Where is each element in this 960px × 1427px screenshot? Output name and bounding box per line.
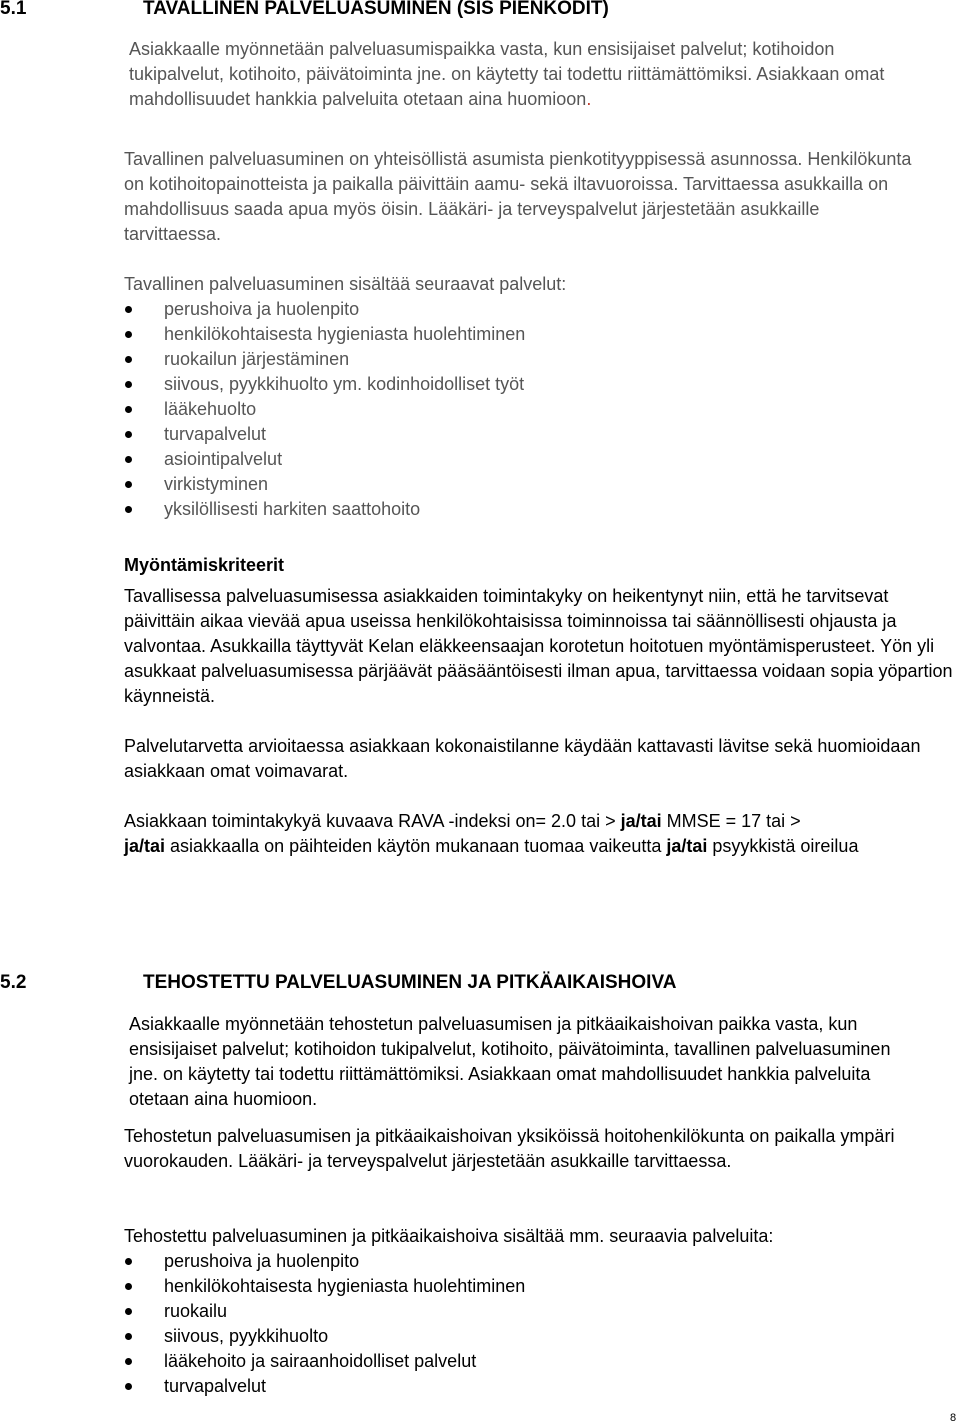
list-item: ruokailun järjestäminen	[124, 347, 525, 372]
page-number: 8	[950, 1412, 957, 1424]
list-item: perushoiva ja huolenpito	[124, 297, 525, 322]
list-item: lääkehuolto	[124, 397, 525, 422]
list-item: turvapalvelut	[124, 422, 525, 447]
section-5-2-description: Tehostetun palveluasumisen ja pitkäaikaishoivan yksiköissä hoitohenkilökunta on paikalla ympäri vuorokauden. Lääkäri- ja terveyspalvelut järjestetään asukkaille tarvittaessa.	[124, 1126, 895, 1171]
list-item: siivous, pyykkihuolto	[124, 1324, 525, 1349]
section-5-1-description: Tavallinen palveluasuminen on yhteisöllistä asumista pienkotityyppisessä asunnossa. Henkilökunta on kotihoitopainotteista ja paikalla päivittäin aamu- sekä iltavuoroissa. Tarvittaessa asukkailla on mahdollisuus saada apua myös öisin. Lääkäri- ja terveyspalvelut järjestetään asukkaille tarvittaessa.	[124, 149, 912, 244]
list-item: henkilökohtaisesta hygieniasta huolehtiminen	[124, 1274, 525, 1299]
list-item: yksilöllisesti harkiten saattohoito	[124, 497, 525, 522]
section-5-2-title: TEHOSTETTU PALVELUASUMINEN JA PITKÄAIKAISHOIVA	[143, 972, 677, 993]
list-item: perushoiva ja huolenpito	[124, 1249, 525, 1274]
list-item: virkistyminen	[124, 472, 525, 497]
criteria-paragraph-1: Tavallisessa palveluasumisessa asiakkaiden toimintakyky on heikentynyt niin, että he tarvitsevat päivittäin aikaa vievää apua useissa henkilökohtaisissa toiminnoissa tai säännöllisesti ohjausta ja valvontaa. Asukkailla täyttyvät Kelan eläkkeensaajan korotetun hoitotuen myöntämisperusteet. Yön yli asukkaat palveluasumisessa pärjäävät pääsääntöisesti ilman apua, tarvittaessa voidaan sopia yöpartion käynneistä.	[124, 586, 953, 706]
list-item: asiointipalvelut	[124, 447, 525, 472]
criteria-paragraph-3: Asiakkaan toimintakykyä kuvaava RAVA -indeksi on= 2.0 tai > ja/tai MMSE = 17 tai > ja/tai asiakkaalla on päihteiden käytön mukanaan tuomaa vaikeutta ja/tai psyykkistä oireilua	[124, 811, 859, 856]
list-item: lääkehoito ja sairaanhoidolliset palvelut	[124, 1349, 525, 1374]
section-5-2-services-intro: Tehostettu palveluasuminen ja pitkäaikaishoiva sisältää mm. seuraavia palveluita:	[124, 1226, 774, 1246]
list-item: ruokailu	[124, 1299, 525, 1324]
criteria-heading: Myöntämiskriteerit	[124, 555, 285, 575]
section-5-1-intro: Asiakkaalle myönnetään palveluasumispaikka vasta, kun ensisijaiset palvelut; kotihoidon tukipalvelut, kotihoito, päivätoiminta jne. on käytetty tai todettu riittämättömiksi. Asiakkaan omat mahdollisuudet hankkia palveluita otetaan aina huomioon.	[129, 39, 885, 109]
section-5-2-number: 5.2	[0, 972, 27, 993]
list-item: turvapalvelut	[124, 1374, 525, 1399]
section-5-1-title: TAVALLINEN PALVELUASUMINEN (SIS PIENKODIT)	[143, 0, 609, 19]
section-5-2-intro: Asiakkaalle myönnetään tehostetun palveluasumisen ja pitkäaikaishoivan paikka vasta, kun ensisijaiset palvelut; kotihoidon tukipalvelut, kotihoito, päivätoiminta, tavallinen palveluasuminen jne. on käytetty tai todettu riittämättömiksi. Asiakkaan omat mahdollisuudet hankkia palveluita otetaan aina huomioon.	[129, 1014, 891, 1109]
section-5-1-services-intro: Tavallinen palveluasuminen sisältää seuraavat palvelut:	[124, 274, 567, 294]
list-item: henkilökohtaisesta hygieniasta huolehtiminen	[124, 322, 525, 347]
section-5-1-number: 5.1	[0, 0, 27, 19]
section-5-1-services-list	[124, 297, 525, 522]
section-5-2-services-list	[124, 1249, 525, 1399]
list-item: siivous, pyykkihuolto ym. kodinhoidolliset työt	[124, 372, 525, 397]
criteria-paragraph-2: Palvelutarvetta arvioitaessa asiakkaan kokonaistilanne käydään kattavasti lävitse sekä huomioidaan asiakkaan omat voimavarat.	[124, 736, 921, 781]
